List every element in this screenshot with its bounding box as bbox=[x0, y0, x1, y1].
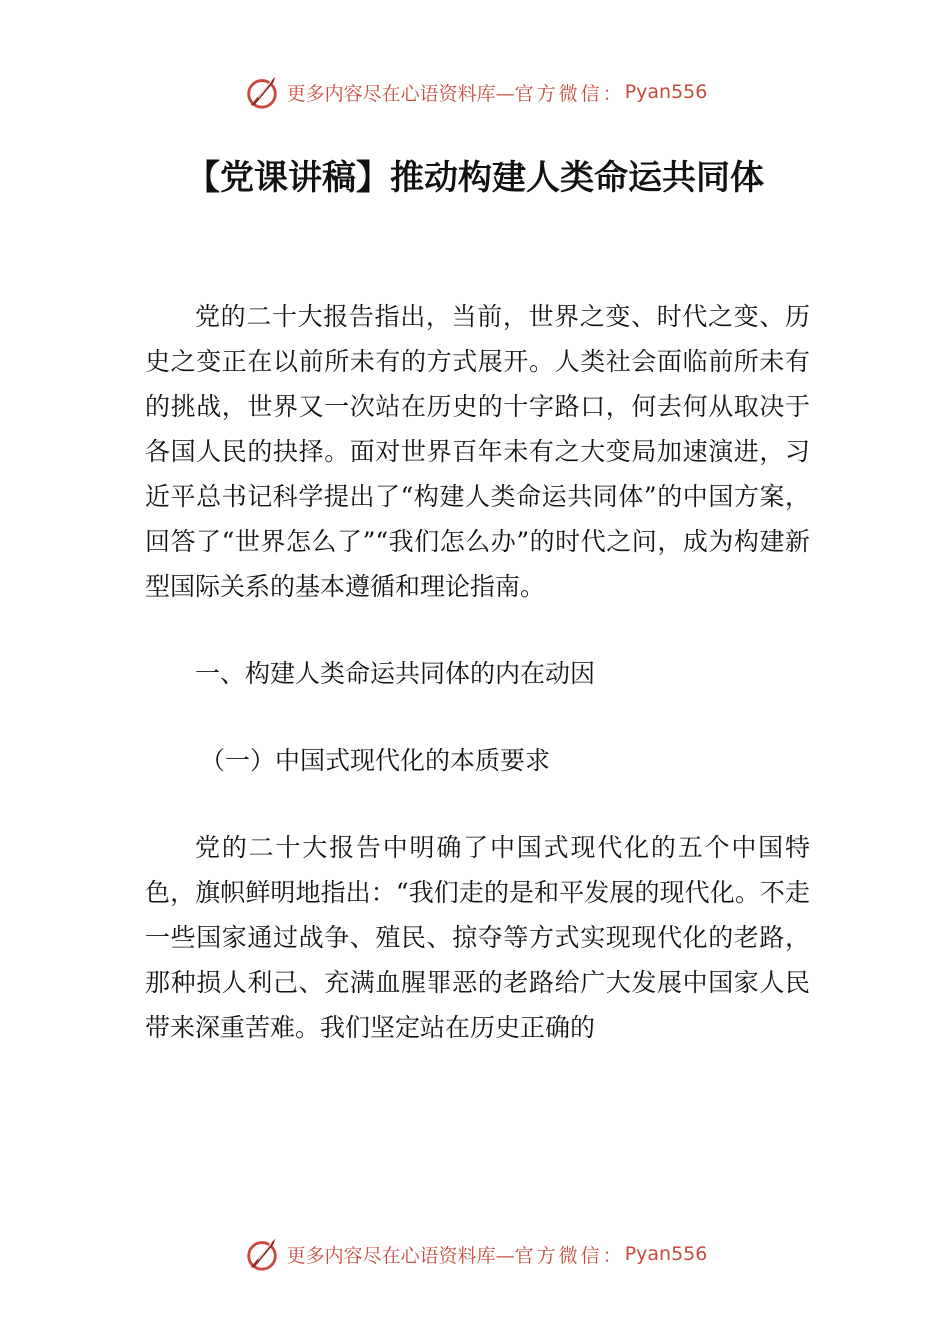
banner-text: 更多内容尽在心语资料库— bbox=[286, 1244, 515, 1267]
quill-logo-icon bbox=[243, 1235, 281, 1273]
banner-text: 更多内容尽在心语资料库— bbox=[286, 82, 515, 105]
banner-wechat-id: Pyan556 bbox=[624, 81, 708, 103]
quill-logo-icon bbox=[243, 73, 281, 111]
document-body bbox=[145, 294, 810, 1050]
banner-official-label: 官方微信： bbox=[514, 1244, 625, 1267]
subsection-heading: （一）中国式现代化的本质要求 bbox=[200, 746, 551, 775]
section-heading: 一、构建人类命运共同体的内在动因 bbox=[195, 659, 596, 688]
banner-official-label: 官方微信： bbox=[514, 82, 625, 105]
paragraph: 党的二十大报告指出，当前，世界之变、时代之变、历史之变正在以前所未有的方式展开。人类社会面临前所未有的挑战，世界又一次站在历史的十字路口，何去何从取决于各国人民的抉择。面对世界百年未有之大变局加速演进，习近平总书记科学提出了“构建人类命运共同体”的中国方案，回答了“世界怎么了”“我们怎么办”的时代之问，成为构建新型国际关系的基本遵循和理论指南。 bbox=[145, 302, 810, 601]
paragraph: 党的二十大报告中明确了中国式现代化的五个中国特色，旗帜鲜明地指出：“我们走的是和平发展的现代化。不走一些国家通过战争、殖民、掠夺等方式实现现代化的老路，那种损人利己、充满血腥罪恶的老路给广大发展中国家人民带来深重苦难。我们坚定站在历史正确的 bbox=[145, 833, 810, 1042]
header-watermark-banner bbox=[0, 70, 950, 114]
document-title: 【党课讲稿】推动构建人类命运共同体 bbox=[186, 158, 764, 198]
footer-watermark-banner bbox=[0, 1232, 950, 1276]
banner-wechat-id: Pyan556 bbox=[624, 1243, 708, 1265]
